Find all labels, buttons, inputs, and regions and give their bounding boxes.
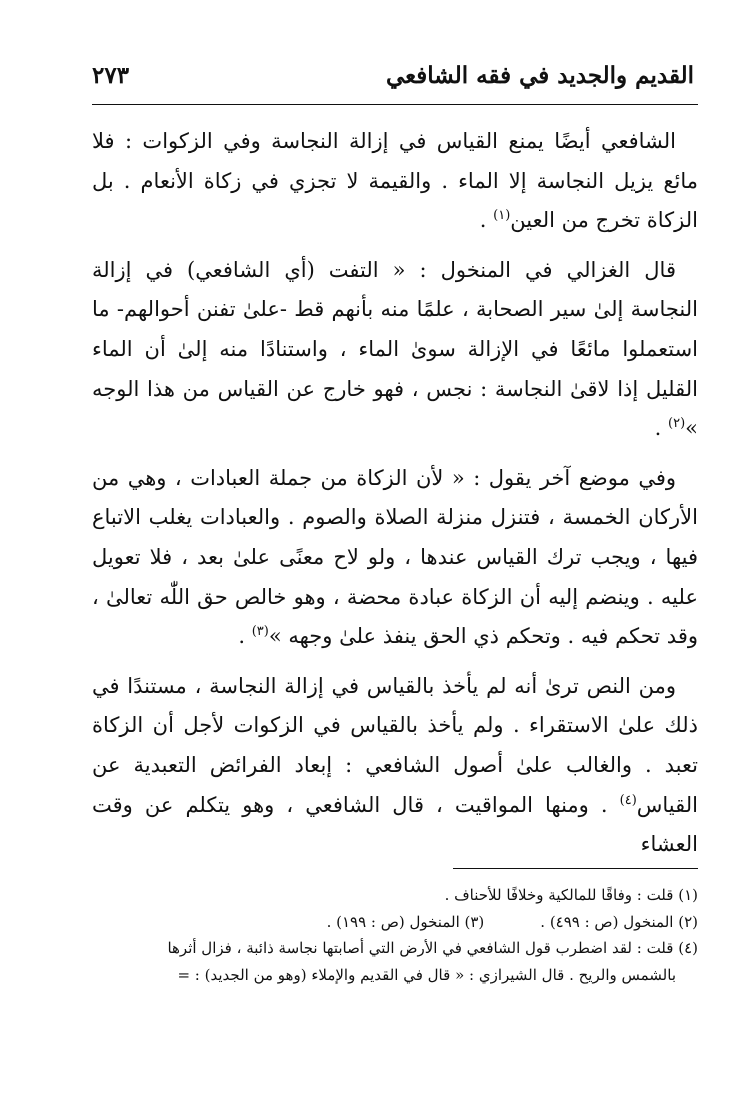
footnote-ref-4: (٤) xyxy=(619,792,637,808)
footnote-ref-3: (٣) xyxy=(251,624,269,640)
paragraph-text: وفي موضع آخر يقول : « لأن الزكاة من جملة العبادات ، وهي من الأركان الخمسة ، فتنزل منزلة الصلاة والصوم . والعبادات يغلب الاتباع فيها ، ويجب ترك القياس عندها ، ولو لاح معنًى علىٰ بعد ، فلا تعويل عليه . وينضم إليه أن الزكاة عبادة محضة ، وهو خالص حق اللّٰه تعالىٰ ، وقد تحكم فيه . وتحكم ذي الحق ينفذ علىٰ وجهه » xyxy=(92,465,698,649)
footnote-4: (٤) قلت : لقد اضطرب قول الشافعي في الأرض التي أصابتها نجاسة ذائبة ، فزال أثرها xyxy=(167,939,698,957)
paragraph-4 xyxy=(92,667,698,865)
page-header xyxy=(92,58,694,104)
footnotes xyxy=(92,882,698,988)
paragraph-tail: . ومنها المواقيت ، قال الشافعي ، وهو يتكلم عن وقت العشاء xyxy=(92,792,698,857)
page-number: ٢٧٣ xyxy=(92,62,130,89)
paragraph-tail: . xyxy=(654,416,668,441)
footnote-ref-1: (١) xyxy=(493,208,511,224)
footnote-ref-2: (٢) xyxy=(668,416,686,432)
paragraph-tail: . xyxy=(479,208,494,233)
footnote-row-2-3 xyxy=(92,909,698,936)
paragraph-text: قال الغزالي في المنخول : « التفت (أي الشافعي) في إزالة النجاسة إلىٰ سير الصحابة ، علمًا منه بأنهم قط -علىٰ تفنن أحوالهم- ما استعملوا مائعًا في الإزالة سوىٰ الماء ، واستنادًا منه إلىٰ أن الماء القليل إذا لاقىٰ النجاسة : نجس ، فهو خارج عن القياس من هذا الوجه » xyxy=(92,257,698,441)
paragraph-text: الشافعي أيضًا يمنع القياس في إزالة النجاسة وفي الزكوات : فلا مائع يزيل النجاسة إلا الماء . والقيمة لا تجزي في زكاة الأنعام . بل الزكاة تخرج من العين xyxy=(92,129,698,233)
footnote-separator xyxy=(453,868,698,869)
running-title: القديم والجديد في فقه الشافعي xyxy=(385,62,694,89)
paragraph-1 xyxy=(92,122,698,241)
header-rule xyxy=(92,104,698,105)
footnote-2: (٢) المنخول (ص : ٤٩٩) . xyxy=(540,912,698,931)
paragraph-3 xyxy=(92,459,698,657)
footnote-1: (١) قلت : وفاقًا للمالكية وخلافًا للأحناف . xyxy=(444,886,698,904)
paragraph-text: ومن النص ترىٰ أنه لم يأخذ بالقياس في إزالة النجاسة ، مستندًا في ذلك علىٰ الاستقراء . ولم يأخذ بالقياس في الزكوات لأجل أن الزكاة تعبد . والغالب علىٰ أصول الشافعي : إبعاد الفرائض التعبدية عن القياس xyxy=(92,673,698,817)
paragraph-2 xyxy=(92,251,698,449)
footnote-3: (٣) المنخول (ص : ١٩٩) . xyxy=(326,912,485,931)
footnote-4-continuation: بالشمس والريح . قال الشيرازي : « قال في القديم والإملاء (وهو من الجديد) : = xyxy=(177,965,676,984)
body-text xyxy=(92,122,698,875)
paragraph-tail: . xyxy=(238,624,252,649)
